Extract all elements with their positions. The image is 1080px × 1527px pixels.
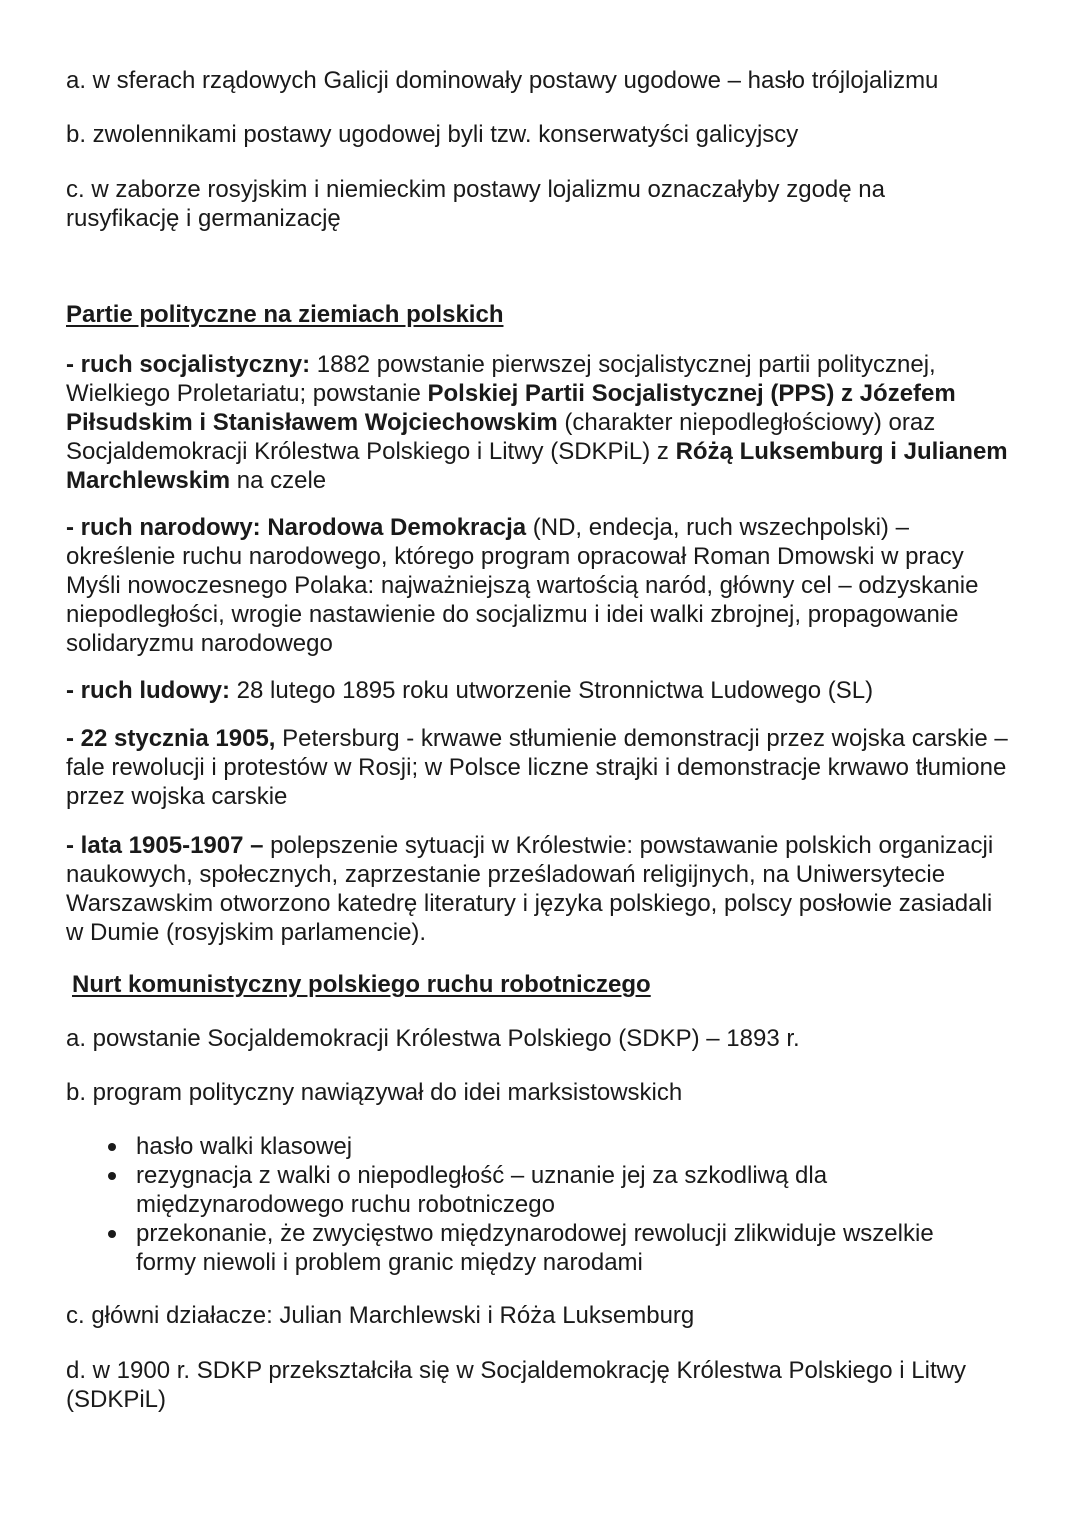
national-movement-paragraph — [66, 513, 1016, 658]
national-text: (ND, endecja, ruch wszechpolski) – określenie ruchu narodowego, którego program opracował Roman Dmowski w pracy Myśli nowoczesnego Polaka: najważniejszą wartością naród, główny cel – odzyskanie niepodległości, wrogie nastawienie do socjalizmu i idei walki zbrojnej, propagowanie solidaryzmu narodowego — [66, 514, 979, 657]
list-item — [66, 1161, 996, 1219]
section-heading-communist: Nurt komunistyczny polskiego ruchu robotniczego — [72, 971, 651, 998]
section-heading-parties: Partie polityczne na ziemiach polskich — [66, 301, 504, 328]
communist-point-a: a. powstanie Socjaldemokracji Królestwa Polskiego (SDKP) – 1893 r. — [66, 1025, 800, 1052]
years-1905-1907-text: polepszenie sytuacji w Królestwie: powstawanie polskich organizacji naukowych, społecznych, zaprzestanie prześladowań religijnych, na Uniwersytecie Warszawskim otworzono katedrę literatury i języka polskiego, polscy posłowie zasiadali w Dumie (rosyjskim parlamencie). — [66, 832, 994, 946]
bullet-text: przekonanie, że zwycięstwo międzynarodowej rewolucji zlikwiduje wszelkie formy niewoli i problem granic między narodami — [136, 1220, 934, 1276]
intro-point-a: a. w sferach rządowych Galicji dominowały postawy ugodowe – hasło trójlojalizmu — [66, 67, 939, 94]
socialist-label: - ruch socjalistyczny: — [66, 351, 311, 378]
national-label: - ruch narodowy: Narodowa Demokracja — [66, 514, 527, 541]
socialist-text-1: 1882 powstanie pierwszej socjalistycznej partii politycznej, Wielkiego Proletariatu; powstanie — [66, 351, 936, 407]
event-1905-paragraph — [66, 724, 1016, 811]
list-item — [66, 1132, 996, 1161]
years-1905-1907-label: - lata 1905-1907 – — [66, 832, 264, 859]
bullet-text: rezygnacja z walki o niepodległość – uznanie jej za szkodliwą dla międzynarodowego ruchu robotniczego — [136, 1162, 828, 1218]
communist-point-c: c. główni działacze: Julian Marchlewski i Róża Luksemburg — [66, 1302, 695, 1329]
peasant-label: - ruch ludowy: — [66, 677, 230, 704]
peasant-text: 28 lutego 1895 roku utworzenie Stronnictwa Ludowego (SL) — [230, 677, 874, 704]
sdkpil-leaders: Różą Luksemburg i Julianem Marchlewskim — [66, 438, 1008, 494]
bullet-text: hasło walki klasowej — [136, 1133, 353, 1160]
bullet-icon — [108, 1172, 116, 1180]
list-item — [66, 1219, 996, 1277]
socialist-text-3: na czele — [230, 467, 327, 494]
bullet-icon — [108, 1143, 116, 1151]
years-1905-1907-paragraph — [66, 831, 1006, 947]
socialist-movement-paragraph — [66, 350, 1016, 495]
socialist-text-2: (charakter niepodległościowy) oraz Socjaldemokracji Królestwa Polskiego i Litwy (SDKPiL) z — [66, 409, 936, 465]
communist-point-b: b. program polityczny nawiązywał do idei marksistowskich — [66, 1079, 683, 1106]
pps-leaders: Polskiej Partii Socjalistycznej (PPS) z Józefem Piłsudskim i Stanisławem Wojciechowskim — [66, 380, 956, 436]
communist-point-d: d. w 1900 r. SDKP przekształciła się w Socjaldemokrację Królestwa Polskiego i Litwy (SDKPiL) — [66, 1357, 966, 1413]
peasant-movement-paragraph — [66, 676, 1016, 705]
event-1905-label: - 22 stycznia 1905, — [66, 725, 276, 752]
program-bullet-list — [66, 1132, 996, 1277]
intro-point-b: b. zwolennikami postawy ugodowej byli tzw. konserwatyści galicyjscy — [66, 121, 799, 148]
bullet-icon — [108, 1230, 116, 1238]
intro-point-c: c. w zaborze rosyjskim i niemieckim postawy lojalizmu oznaczałyby zgodę na rusyfikację i germanizację — [66, 176, 885, 232]
event-1905-text: Petersburg - krwawe stłumienie demonstracji przez wojska carskie – fale rewolucji i protestów w Rosji; w Polsce liczne strajki i demonstracje krwawo tłumione przez wojska carskie — [66, 725, 1008, 810]
